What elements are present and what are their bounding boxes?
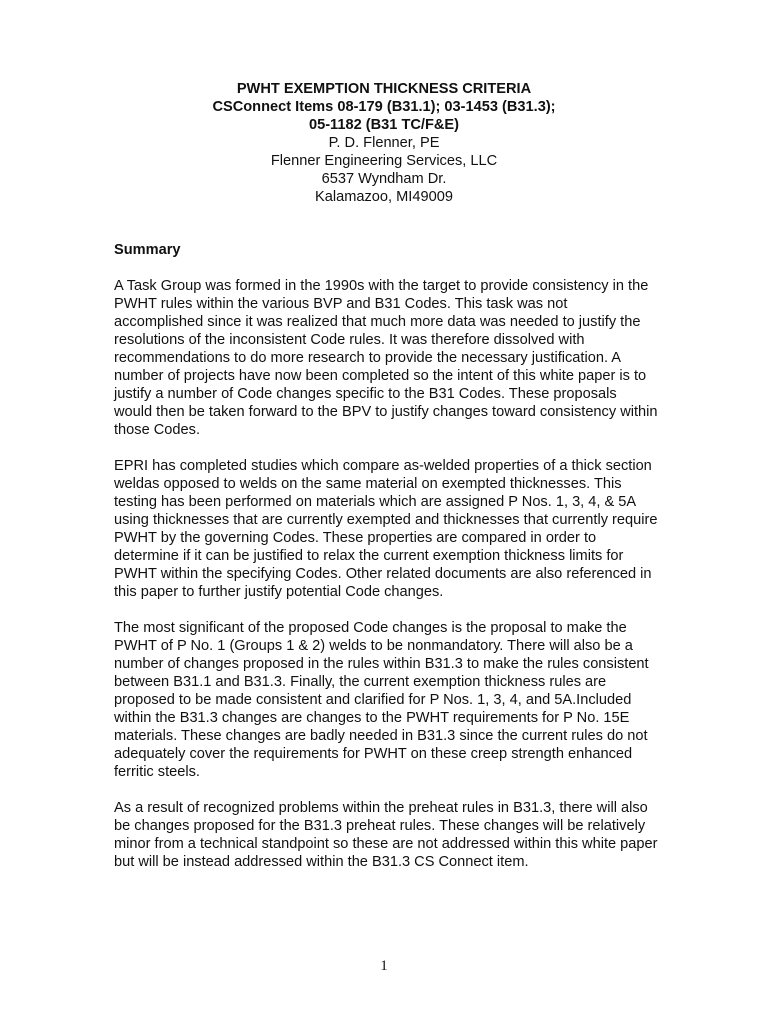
- page-number: 1: [380, 958, 388, 974]
- street-address: 6537 Wyndham Dr.: [321, 171, 447, 187]
- paragraph-line: within the B31.3 changes are changes to the PWHT requirements for P No. 15E: [114, 710, 630, 726]
- summary-paragraph-2: [114, 457, 680, 601]
- paragraph-line: minor from a technical standpoint so these are not addressed within this white paper: [114, 836, 658, 852]
- csconnect-items-line-2: 05-1182 (B31 TC/F&E): [308, 117, 460, 133]
- paragraph-line: using thicknesses that are currently exempted and thicknesses that currently require: [114, 512, 658, 528]
- paragraph-line: number of changes proposed in the rules within B31.3 to make the rules consistent: [114, 656, 649, 672]
- document-header: [0, 80, 768, 206]
- paragraph-line: justify a number of Code changes specific to the B31 Codes. These proposals: [114, 386, 617, 402]
- paragraph-line: EPRI has completed studies which compare as-welded properties of a thick section: [114, 458, 652, 474]
- paragraph-line: A Task Group was formed in the 1990s with the target to provide consistency in the: [114, 278, 649, 294]
- paragraph-line: PWHT of P No. 1 (Groups 1 & 2) welds to be nonmandatory. There will also be a: [114, 638, 633, 654]
- paragraph-line: materials. These changes are badly needed in B31.3 since the current rules do not: [114, 728, 648, 744]
- paragraph-line: PWHT by the governing Codes. These properties are compared in order to: [114, 530, 597, 546]
- paragraph-line: adequately cover the requirements for PWHT on these creep strength enhanced: [114, 746, 633, 762]
- paragraph-line: As a result of recognized problems within the preheat rules in B31.3, there will also: [114, 800, 648, 816]
- paragraph-line: PWHT within the specifying Codes. Other related documents are also referenced in: [114, 566, 652, 582]
- company-name: Flenner Engineering Services, LLC: [270, 153, 498, 169]
- paragraph-line: resolutions of the inconsistent Code rules. It was therefore dissolved with: [114, 332, 585, 348]
- csconnect-items-line-1: CSConnect Items 08-179 (B31.1); 03-1453 (B31.3);: [212, 99, 556, 115]
- paragraph-line: weldas opposed to welds on the same material on exempted thicknesses. This: [114, 476, 622, 492]
- paragraph-line: proposed to be made consistent and clarified for P Nos. 1, 3, 4, and 5A.Included: [114, 692, 632, 708]
- summary-paragraph-3: [114, 619, 680, 781]
- summary-paragraph-1: [114, 277, 680, 439]
- paragraph-line: determine if it can be justified to relax the current exemption thickness limits for: [114, 548, 624, 564]
- paragraph-line: this paper to further justify potential Code changes.: [114, 584, 444, 600]
- paragraph-line: be changes proposed for the B31.3 preheat rules. These changes will be relatively: [114, 818, 646, 834]
- paragraph-line: would then be taken forward to the BPV to justify changes toward consistency within: [114, 404, 658, 420]
- paragraph-line: number of projects have now been completed so the intent of this white paper is to: [114, 368, 647, 384]
- document-body: [114, 241, 680, 889]
- summary-paragraph-4: [114, 799, 680, 871]
- paragraph-line: PWHT rules within the various BVP and B31 Codes. This task was not: [114, 296, 568, 312]
- paragraph-line: The most significant of the proposed Code changes is the proposal to make the: [114, 620, 627, 636]
- document-title: PWHT EXEMPTION THICKNESS CRITERIA: [236, 81, 532, 97]
- paragraph-line: ferritic steels.: [114, 764, 200, 780]
- paragraph-line: recommendations to do more research to provide the necessary justification. A: [114, 350, 621, 366]
- paragraph-line: accomplished since it was realized that much more data was needed to justify the: [114, 314, 641, 330]
- city-address: Kalamazoo, MI49009: [315, 189, 453, 205]
- paragraph-line: but will be instead addressed within the B31.3 CS Connect item.: [114, 854, 529, 870]
- paragraph-line: between B31.1 and B31.3. Finally, the current exemption thickness rules are: [114, 674, 607, 690]
- paragraph-line: testing has been performed on materials which are assigned P Nos. 1, 3, 4, & 5A: [114, 494, 637, 510]
- summary-heading: Summary: [114, 242, 181, 258]
- author-name: P. D. Flenner, PE: [328, 135, 440, 151]
- paragraph-line: those Codes.: [114, 422, 200, 438]
